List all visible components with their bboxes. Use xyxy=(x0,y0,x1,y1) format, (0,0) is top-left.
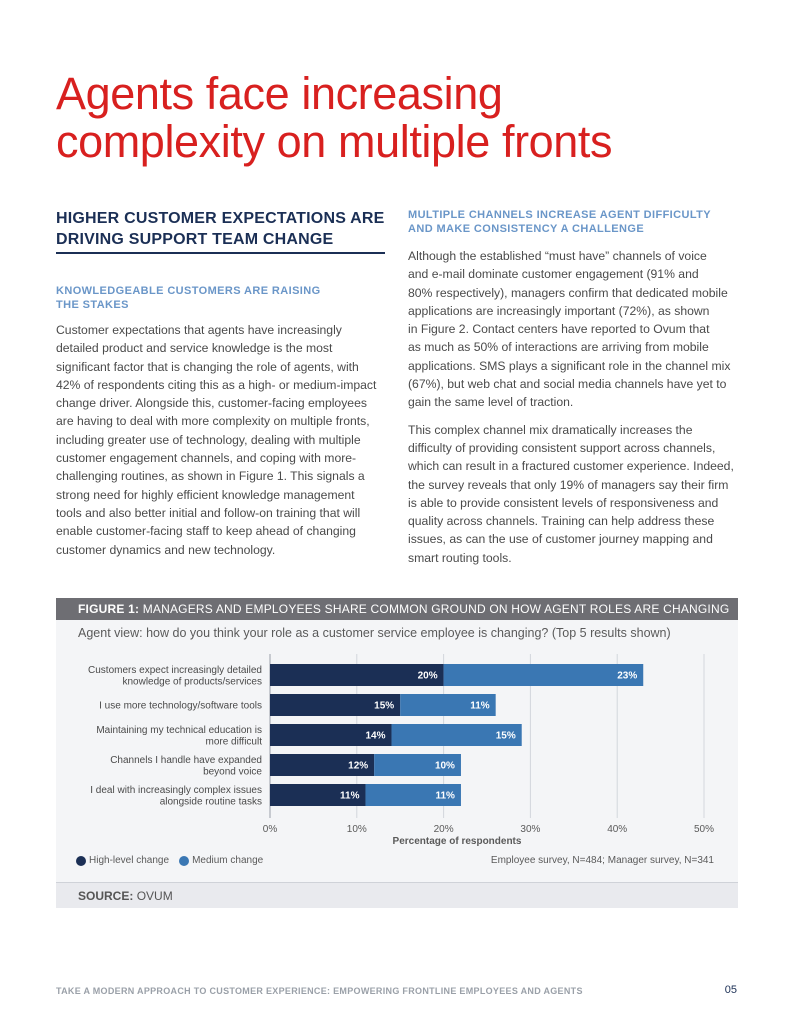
legend-item-medium xyxy=(179,855,263,866)
legend-label-high: High-level change xyxy=(89,855,170,866)
legend-swatch-medium xyxy=(179,856,189,866)
figure-title: MANAGERS AND EMPLOYEES SHARE COMMON GROUND ON HOW AGENT ROLES ARE CHANGING xyxy=(142,602,730,616)
category-label: more difficult xyxy=(205,736,262,748)
body-line: difficulty of providing consistent support across channels, xyxy=(408,440,716,455)
x-tick-label: 40% xyxy=(607,824,628,835)
x-tick-label: 10% xyxy=(346,824,367,835)
body-line: which can result in a fractured customer experience. Indeed, xyxy=(408,459,734,474)
body-line: significant factor that is changing the role of agents, with xyxy=(56,359,359,374)
body-line: gain the same level of traction. xyxy=(408,395,574,410)
body-line: Although the established “must have” channels of voice xyxy=(408,249,707,263)
survey-note: Employee survey, N=484; Manager survey, N=341 xyxy=(490,855,714,866)
body-line: the survey reveals that only 19% of managers say their firm xyxy=(408,477,729,492)
data-label: 11% xyxy=(340,790,360,802)
data-label: 11% xyxy=(435,790,455,802)
body-line: challenging routines, as shown in Figure 1. This signals a xyxy=(56,469,365,484)
subheading-knowledgeable-customers: KNOWLEDGEABLE CUSTOMERS ARE RAISING THE STAKES xyxy=(56,285,321,311)
body-line: and e-mail dominate customer engagement (91% and xyxy=(408,267,699,282)
body-line: issues, as can the use of customer journey mapping and xyxy=(408,532,713,547)
footer-text: TAKE A MODERN APPROACH TO CUSTOMER EXPERIENCE: EMPOWERING FRONTLINE EMPLOYEES AND AGENTS xyxy=(56,986,583,996)
figure-source xyxy=(56,882,738,908)
figure-subtitle: Agent view: how do you think your role as a customer service employee is changing? (Top 5 results shown) xyxy=(78,626,671,640)
data-label: 23% xyxy=(617,670,638,682)
data-label: 15% xyxy=(495,730,516,742)
body-line: (67%), but web chat and social media channels have yet to xyxy=(408,377,727,392)
category-label: Channels I handle have expanded xyxy=(110,754,262,766)
body-line: detailed product and service knowledge is the most xyxy=(56,341,333,356)
right-body-para2 xyxy=(408,421,738,567)
source-value: OVUM xyxy=(136,889,173,903)
body-line: tools and also better initial and follow-on training that will xyxy=(56,505,361,520)
x-tick-label: 30% xyxy=(520,824,541,835)
data-label: 11% xyxy=(470,700,490,712)
category-label: I deal with increasingly complex issues xyxy=(90,784,262,796)
page-number: 05 xyxy=(724,984,737,996)
page-title-line: Agents face increasing xyxy=(56,68,503,119)
figure-title-bar xyxy=(56,598,738,620)
body-line: are having to deal with more complexity on multiple fronts, xyxy=(56,414,370,429)
page-title xyxy=(56,70,756,166)
body-line: is able to provide consistent levels of responsiveness and xyxy=(408,495,719,510)
category-label: Customers expect increasingly detailed xyxy=(88,664,262,676)
left-column xyxy=(56,208,391,559)
body-line: 42% of respondents citing this as a high- or medium-impact xyxy=(56,377,377,392)
category-label: Maintaining my technical education is xyxy=(96,724,262,736)
left-body-text xyxy=(56,321,391,559)
body-line: change driver. Alongside this, customer-facing employees xyxy=(56,396,367,411)
x-tick-label: 50% xyxy=(693,824,715,835)
body-line: quality across channels. Training can help address these xyxy=(408,514,715,529)
data-label: 15% xyxy=(374,700,395,712)
x-tick-label: 20% xyxy=(433,824,454,835)
legend-label-medium: Medium change xyxy=(192,855,264,866)
subheading-multiple-channels: MULTIPLE CHANNELS INCREASE AGENT DIFFICULTY AND MAKE CONSISTENCY A CHALLENGE xyxy=(408,209,711,235)
figure-label: FIGURE 1: xyxy=(78,602,140,616)
body-line: enable customer-facing staff to keep ahead of changing xyxy=(56,524,356,539)
body-line: strong need for highly efficient knowledge management xyxy=(56,487,355,502)
bar-segment xyxy=(444,664,644,686)
x-axis-label: Percentage of respondents xyxy=(392,836,522,846)
data-label: 14% xyxy=(365,730,386,742)
body-line: smart routing tools. xyxy=(408,550,512,565)
category-label: I use more technology/software tools xyxy=(99,700,262,712)
figure-1 xyxy=(56,598,738,908)
x-tick-label: 0% xyxy=(262,824,278,835)
body-line: in Figure 2. Contact centers have reported to Ovum that xyxy=(408,322,710,337)
body-line: This complex channel mix dramatically increases the xyxy=(408,422,693,437)
right-column xyxy=(408,208,738,567)
body-line: Customer expectations that agents have increasingly xyxy=(56,323,342,337)
body-line: including greater use of technology, dealing with multiple xyxy=(56,432,361,447)
body-line: applications. SMS plays a significant role in the channel mix xyxy=(408,358,731,373)
body-line: 80% respectively), managers confirm that dedicated mobile xyxy=(408,285,728,300)
data-label: 12% xyxy=(348,760,369,772)
body-line: applications are increasingly important (72%), as shown xyxy=(408,303,710,318)
legend-item-high xyxy=(76,855,169,866)
data-label: 10% xyxy=(434,760,455,772)
legend-swatch-high xyxy=(76,856,86,866)
data-label: 20% xyxy=(417,670,438,682)
source-label: SOURCE: xyxy=(78,889,134,903)
category-label: knowledge of products/services xyxy=(122,676,262,688)
right-body-para1 xyxy=(408,247,738,412)
bar-chart xyxy=(56,646,738,846)
body-line: customer dynamics and new technology. xyxy=(56,542,276,557)
category-label: alongside routine tasks xyxy=(159,796,262,808)
chart-legend xyxy=(76,855,263,866)
category-label: beyond voice xyxy=(203,766,262,778)
body-line: as much as 50% of interactions are arriving from mobile xyxy=(408,340,709,355)
body-line: customer engagement channels, and coping with more- xyxy=(56,451,357,466)
page-title-line: complexity on multiple fronts xyxy=(56,116,613,167)
section-heading: HIGHER CUSTOMER EXPECTATIONS ARE DRIVING SUPPORT TEAM CHANGE xyxy=(56,208,385,254)
